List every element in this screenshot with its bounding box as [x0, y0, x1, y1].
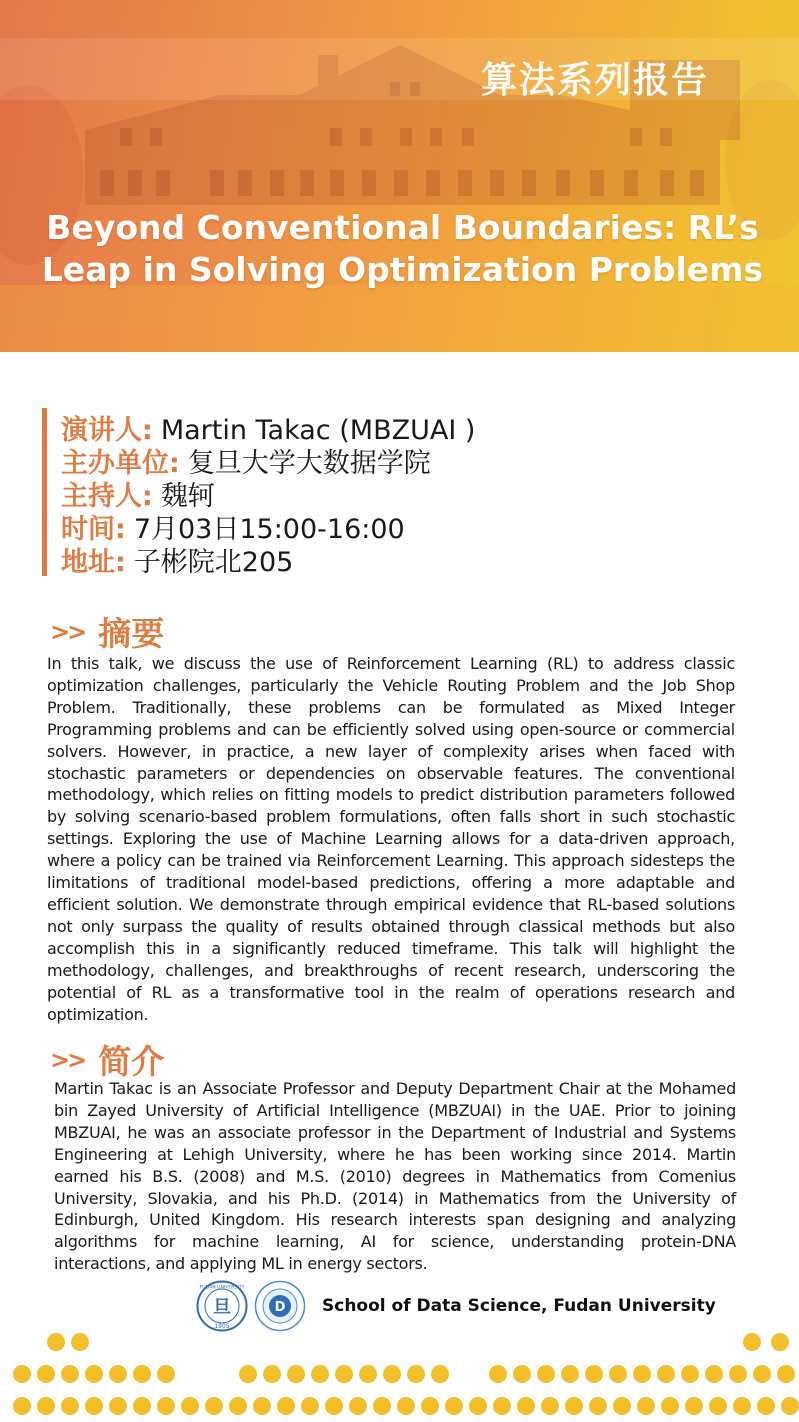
decorative-dot: [277, 1397, 295, 1415]
decorative-dot: [47, 1333, 65, 1351]
abstract-header: [50, 608, 164, 655]
decorative-dot: [239, 1365, 257, 1383]
decorative-dot: [537, 1365, 555, 1383]
decorative-dot: [613, 1397, 631, 1415]
school-name: School of Data Science, Fudan University: [322, 1296, 716, 1316]
decorative-dot: [61, 1365, 79, 1383]
double-chevron-icon: >>: [50, 1045, 85, 1074]
abstract-text: In this talk, we discuss the use of Reinforcement Learning (RL) to address classic optimization challenges, particularly the Vehicle Routing Problem and the Job Shop Problem. Traditionally, these problems can be formulated as Mixed Integer Programming problems and can be efficiently solved using open-source or commercial solvers. However, in practice, a new layer of complexity arises when faced with stochastic parameters or dependencies on observable features. The conventional methodology, which relies on fitting models to predict distribution parameters followed by solving scenario-based problem formulations, often falls short in such stochastic settings. Exploring the use of Machine Learning allows for a data-driven approach, where a policy can be trained via Reinforcement Learning. This approach sidesteps the limitations of traditional model-based predictions, offering a more adaptable and efficient solution. We demonstrate through empirical evidence that RL-based solutions not only surpass the quality of results obtained through classical methods but also accomplish this in a significantly reduced timeframe. This talk will highlight the methodology, challenges, and breakthroughs of recent research, underscoring the potential of RL as a transformative tool in the realm of operations research and optimization.: [47, 654, 735, 1024]
host-unit-label: 主办单位:: [61, 448, 180, 479]
logo2-glyph: D: [274, 1300, 286, 1315]
decorative-dot: [311, 1365, 329, 1383]
decorative-dot: [109, 1365, 127, 1383]
decorative-dot: [657, 1365, 675, 1383]
data-science-school-logo-icon: [254, 1280, 306, 1332]
decorative-dot: [373, 1397, 391, 1415]
decorative-dot: [493, 1397, 511, 1415]
decorative-dot: [263, 1365, 281, 1383]
decorative-dot: [541, 1397, 559, 1415]
decorative-dot: [633, 1365, 651, 1383]
decorative-dot: [349, 1397, 367, 1415]
decorative-dot: [445, 1397, 463, 1415]
decorative-dot: [743, 1333, 761, 1351]
decorative-dot: [13, 1365, 31, 1383]
decorative-dot: [517, 1397, 535, 1415]
decorative-dot: [205, 1397, 223, 1415]
decorative-dot: [513, 1365, 531, 1383]
decorative-dot: [709, 1397, 727, 1415]
decorative-dot: [685, 1397, 703, 1415]
decorative-dot: [771, 1333, 789, 1351]
bio-title: 简介: [98, 1042, 165, 1081]
time-label: 时间:: [61, 514, 126, 545]
seal-glyph: 旦: [213, 1297, 231, 1318]
decorative-dot: [181, 1397, 199, 1415]
decorative-dot: [37, 1365, 55, 1383]
host-unit-row: [61, 441, 475, 479]
decorative-dot: [85, 1365, 103, 1383]
decorative-dot: [421, 1397, 439, 1415]
decorative-dot: [781, 1397, 799, 1415]
decorative-dot: [133, 1365, 151, 1383]
talk-title-line-1: Beyond Conventional Boundaries: RL’s: [46, 208, 759, 247]
decorative-dot: [325, 1397, 343, 1415]
decorative-dot: [489, 1365, 507, 1383]
decorative-dot: [469, 1397, 487, 1415]
decorative-dot: [777, 1365, 795, 1383]
abstract-title: 摘要: [98, 614, 165, 653]
decorative-dot: [407, 1365, 425, 1383]
event-info: [42, 408, 475, 576]
talk-title-line-2: Leap in Solving Optimization Problems: [41, 250, 764, 289]
decorative-dot: [383, 1365, 401, 1383]
decorative-dot: [733, 1397, 751, 1415]
seal-year: 1905: [214, 1323, 230, 1330]
decorative-dot: [565, 1397, 583, 1415]
decorative-dot: [85, 1397, 103, 1415]
talk-title: [0, 207, 799, 291]
decorative-dot: [397, 1397, 415, 1415]
time-row: [61, 507, 475, 545]
decorative-dot: [681, 1365, 699, 1383]
speaker-value: Martin Takac (MBZUAI ): [160, 415, 476, 446]
fudan-university-seal-icon: [196, 1280, 248, 1332]
header-banner: [0, 0, 799, 352]
decorative-dot: [661, 1397, 679, 1415]
moderator-label: 主持人:: [61, 481, 153, 512]
series-title: 算法系列报告: [480, 60, 709, 101]
decorative-dot: [133, 1397, 151, 1415]
decorative-dots: [0, 1330, 799, 1422]
decorative-dot: [109, 1397, 127, 1415]
decorative-dot: [287, 1365, 305, 1383]
speaker-label: 演讲人:: [61, 415, 153, 446]
decorative-dot: [729, 1365, 747, 1383]
decorative-dot: [253, 1397, 271, 1415]
decorative-dot: [561, 1365, 579, 1383]
decorative-dot: [13, 1397, 31, 1415]
decorative-dot: [157, 1365, 175, 1383]
footer-logos: [196, 1280, 716, 1332]
decorative-dot: [335, 1365, 353, 1383]
address-value: 子彬院北205: [133, 547, 294, 578]
address-label: 地址:: [61, 547, 126, 578]
bio-text: Martin Takac is an Associate Professor and Deputy Department Chair at the Mohamed bin Zayed University of Artificial Intelligence (MBZUAI) in the UAE. Prior to joining MBZUAI, he was an associate professor in the Department of Industrial and Systems Engineering at Lehigh University, where he has been working since 2014. Martin earned his B.S. (2008) and M.S. (2010) degrees in Mathematics from Comenius University, Slovakia, and his Ph.D. (2014) in Mathematics from the University of Edinburgh, United Kingdom. His research interests span designing and analyzing algorithms for machine learning, AI for science, understanding protein-DNA interactions, and applying ML in energy sectors.: [54, 1079, 736, 1274]
decorative-dot: [589, 1397, 607, 1415]
decorative-dot: [37, 1397, 55, 1415]
seal-ring-text: FUDAN UNIVERSITY: [199, 1285, 245, 1291]
decorative-dot: [71, 1333, 89, 1351]
decorative-dot: [61, 1397, 79, 1415]
host-unit-value: 复旦大学大数据学院: [187, 448, 431, 479]
moderator-value: 魏轲: [160, 481, 215, 512]
decorative-dot: [359, 1365, 377, 1383]
decorative-dot: [585, 1365, 603, 1383]
double-chevron-icon: >>: [50, 617, 85, 646]
speaker-row: [61, 408, 476, 446]
time-value: 7月03日15:00-16:00: [133, 514, 405, 545]
decorative-dot: [757, 1397, 775, 1415]
address-row: [61, 540, 475, 578]
decorative-dot: [753, 1365, 771, 1383]
decorative-dot: [157, 1397, 175, 1415]
decorative-dot: [609, 1365, 627, 1383]
decorative-dot: [229, 1397, 247, 1415]
bio-header: [50, 1036, 164, 1083]
decorative-dot: [637, 1397, 655, 1415]
decorative-dot: [431, 1365, 449, 1383]
decorative-dot: [301, 1397, 319, 1415]
decorative-dot: [705, 1365, 723, 1383]
